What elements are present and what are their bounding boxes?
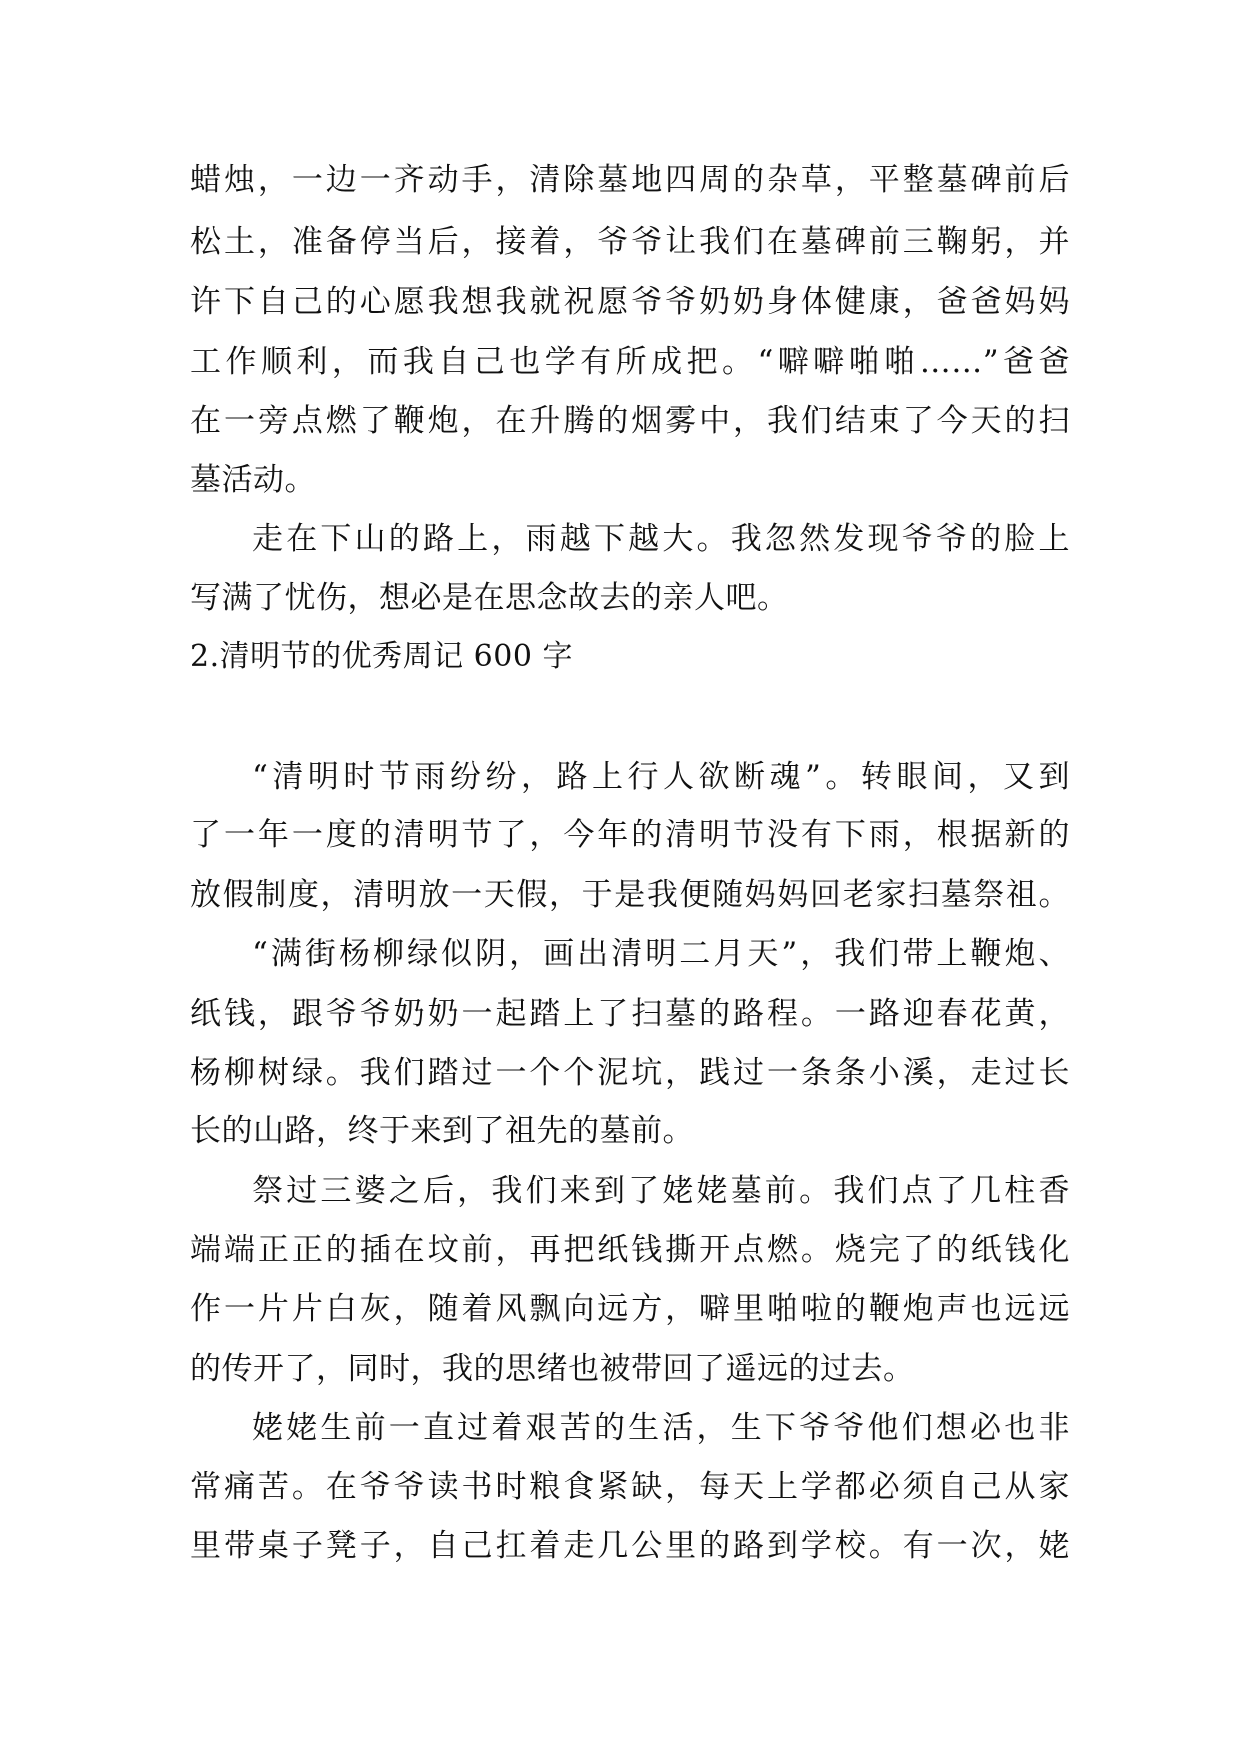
text-line: 在一旁点燃了鞭炮，在升腾的烟雾中，我们结束了今天的扫 bbox=[190, 403, 1070, 439]
text-line: 常痛苦。在爷爷读书时粮食紧缺，每天上学都必须自己从家 bbox=[190, 1469, 1070, 1505]
text-line: 纸钱，跟爷爷奶奶一起踏上了扫墓的路程。一路迎春花黄， bbox=[190, 996, 1070, 1032]
text-line: 长的山路，终于来到了祖先的墓前。 bbox=[190, 1113, 694, 1149]
text-line: 松土，准备停当后，接着，爷爷让我们在墓碑前三鞠躬，并 bbox=[190, 224, 1070, 260]
text-line: 走在下山的路上，雨越下越大。我忽然发现爷爷的脸上 bbox=[252, 521, 1070, 557]
text-line: 姥姥生前一直过着艰苦的生活，生下爷爷他们想必也非 bbox=[252, 1410, 1070, 1446]
text-line: 作一片片白灰，随着风飘向远方，噼里啪啦的鞭炮声也远远 bbox=[190, 1291, 1070, 1327]
text-line: “清明时节雨纷纷，路上行人欲断魂”。转眼间，又到 bbox=[252, 759, 1070, 795]
text-line: 端端正正的插在坟前，再把纸钱撕开点燃。烧完了的纸钱化 bbox=[190, 1232, 1070, 1268]
text-line: “满街杨柳绿似阴，画出清明二月天”，我们带上鞭炮、 bbox=[252, 936, 1070, 972]
text-line: 许下自己的心愿我想我就祝愿爷爷奶奶身体健康，爸爸妈妈 bbox=[190, 284, 1070, 320]
text-line: 写满了忧伤，想必是在思念故去的亲人吧。 bbox=[190, 580, 789, 616]
text-line: 杨柳树绿。我们踏过一个个泥坑，践过一条条小溪，走过长 bbox=[190, 1055, 1070, 1091]
text-line: 工作顺利，而我自己也学有所成把。“噼噼啪啪……”爸爸 bbox=[190, 344, 1070, 380]
text-line: 的传开了，同时，我的思绪也被带回了遥远的过去。 bbox=[190, 1351, 915, 1387]
text-line: 蜡烛，一边一齐动手，清除墓地四周的杂草，平整墓碑前后 bbox=[190, 162, 1070, 198]
text-line: 祭过三婆之后，我们来到了姥姥墓前。我们点了几柱香 bbox=[252, 1173, 1070, 1209]
text-line: 了一年一度的清明节了，今年的清明节没有下雨，根据新的 bbox=[190, 817, 1070, 853]
text-line: 放假制度，清明放一天假，于是我便随妈妈回老家扫墓祭祖。 bbox=[190, 877, 1070, 913]
section-heading: 2.清明节的优秀周记 600 字 bbox=[190, 639, 573, 674]
text-line: 里带桌子凳子，自己扛着走几公里的路到学校。有一次，姥 bbox=[190, 1528, 1070, 1564]
text-line: 墓活动。 bbox=[190, 462, 316, 498]
